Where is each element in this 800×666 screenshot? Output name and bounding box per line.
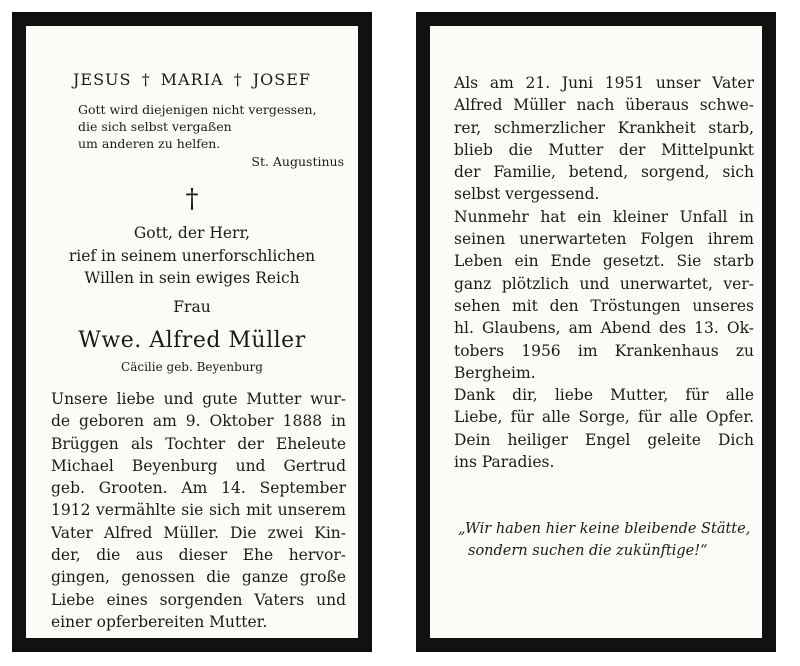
announcement-line: Gott, der Herr, bbox=[133, 224, 251, 242]
announcement-line: Willen in sein ewiges Reich bbox=[84, 269, 300, 287]
bible-verse bbox=[458, 518, 751, 562]
bio-line: 1912 vermählte sie sich mit unserem bbox=[51, 501, 346, 520]
text-line: sehen mit den Tröstungen unseres bbox=[454, 296, 754, 315]
text-line: seinen unerwarteten Folgen ihrem bbox=[454, 230, 754, 249]
text-line: Dein heiliger Engel geleite Dich bbox=[454, 430, 754, 449]
verse-line: „Wir haben hier keine bleibende Stätte, bbox=[458, 521, 751, 537]
text-line: ganz plötzlich und unerwartet, ver- bbox=[454, 274, 754, 293]
obituary-text bbox=[454, 72, 754, 473]
text-line: Alfred Müller nach überaus schwe- bbox=[454, 96, 754, 115]
quote-author: St. Augustinus bbox=[251, 154, 344, 169]
bio-line: der, die aus dieser Ehe hervor- bbox=[51, 546, 346, 565]
bio-line: Michael Beyenburg und Gertrud bbox=[51, 456, 346, 475]
bio-line: einer opferbereiten Mutter. bbox=[51, 612, 268, 631]
announcement bbox=[26, 222, 358, 290]
bio-line: de geboren am 9. Oktober 1888 in bbox=[51, 412, 346, 431]
motto-jesus: JESUS bbox=[72, 70, 132, 89]
text-line: Dank dir, liebe Mutter, für alle bbox=[454, 386, 754, 405]
text-line: rer, schmerzlicher Krankheit starb, bbox=[454, 118, 754, 137]
bio-line: Unsere liebe und gute Mutter wur- bbox=[51, 390, 346, 408]
cross-icon: † bbox=[185, 184, 199, 214]
text-line: Leben ein Ende gesetzt. Sie starb bbox=[454, 252, 754, 271]
text-line: hl. Glaubens, am Abend des 13. Ok- bbox=[454, 319, 754, 338]
bio-line: Liebe eines sorgenden Vaters und bbox=[51, 590, 346, 609]
bio-line: geb. Grooten. Am 14. September bbox=[51, 479, 346, 498]
left-card bbox=[12, 12, 372, 652]
right-card bbox=[416, 12, 776, 652]
quote-line: die sich selbst vergaßen bbox=[78, 119, 232, 134]
bio-line: Brüggen als Tochter der Eheleute bbox=[51, 434, 346, 453]
motto-cross-2: † bbox=[233, 70, 243, 89]
motto-josef: JOSEF bbox=[252, 70, 311, 89]
text-line: Nunmehr hat ein kleiner Unfall in bbox=[454, 207, 754, 226]
motto-maria: MARIA bbox=[160, 70, 224, 89]
deceased-name: Wwe. Alfred Müller bbox=[78, 328, 306, 353]
quote-line: Gott wird diejenigen nicht vergessen, bbox=[78, 102, 317, 117]
text-line: blieb die Mutter der Mittelpunkt bbox=[454, 140, 754, 159]
birth-name: Cäcilie geb. Beyenburg bbox=[121, 360, 263, 374]
motto-cross-1: † bbox=[141, 70, 151, 89]
salutation: Frau bbox=[173, 298, 211, 316]
bio-line: gingen, genossen die ganze große bbox=[51, 568, 346, 587]
text-line: Als am 21. Juni 1951 unser Vater bbox=[454, 74, 754, 92]
motto bbox=[26, 70, 358, 89]
verse-line: sondern suchen die zukünftige!“ bbox=[468, 543, 708, 559]
biography bbox=[51, 388, 346, 633]
text-line: Liebe, für alle Sorge, für alle Opfer. bbox=[454, 408, 754, 427]
text-line: Bergheim. bbox=[454, 363, 536, 382]
announcement-line: rief in seinem unerforschlichen bbox=[68, 246, 316, 265]
bio-line: Vater Alfred Müller. Die zwei Kin- bbox=[51, 523, 346, 542]
text-line: selbst vergessend. bbox=[454, 185, 600, 204]
text-line: der Familie, betend, sorgend, sich bbox=[454, 163, 754, 182]
quote bbox=[78, 101, 368, 152]
text-line: tobers 1956 im Krankenhaus zu bbox=[454, 341, 754, 360]
text-line: ins Paradies. bbox=[454, 453, 555, 472]
quote-line: um anderen zu helfen. bbox=[78, 136, 221, 151]
